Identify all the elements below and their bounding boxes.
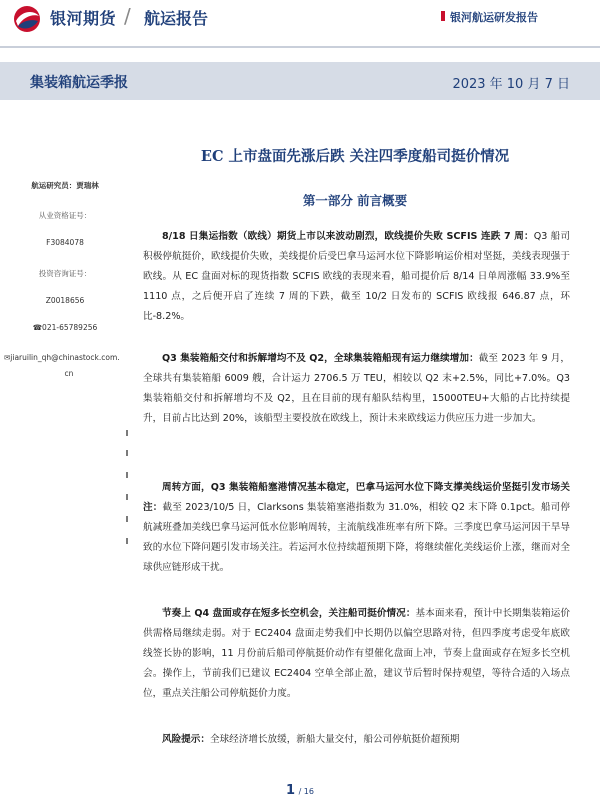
page-number	[0, 783, 600, 798]
tick-mark	[126, 538, 128, 544]
report-title: EC 上市盘面先涨后跌 关注四季度船司挺价情况	[200, 148, 510, 165]
email-address[interactable]	[4, 350, 148, 382]
dept-marker	[441, 11, 445, 21]
total-pages: / 16	[298, 787, 314, 796]
header-divider	[0, 46, 600, 48]
paragraph-body: 截至 2023 年 9 月，全球共有集装箱船 6009 艘，合计运力 2706.5 万 TEU，相较以 Q2 末+2.5%，同比+7.0%。Q3 集装箱船交付和拆解增均不及 Q2，且在目前的现有船队结构里，15000TEU+大船的占比持续提升，目前占比达到 20%，该船型主要投放在欧线上，预计未来欧线运力供应压力进一步加大。	[143, 353, 571, 424]
paragraph-lead: Q3 集装箱船交付和拆解增均不及 Q2，全球集装箱船现有运力继续增加：	[162, 353, 479, 364]
paragraph-body: 截至 2023/10/5 日，Clarksons 集装箱塞港指数为 31.0%，相较 Q2 末下降 0.1pct。船司停航减班叠加美线巴拿马运河低水位影响周转，主流航线准班率有所下降。三季度巴拿马运河因干旱导致的水位下降问题引发市场关注。若运河水位持续超预期下降，将继续催化美线运价上涨，继而对全球供应链形成干扰。	[143, 502, 570, 573]
paragraph-lead: 8/18 日集运指数（欧线）期货上市以来波动剧烈，欧线提价失败 SCFIS 连跌 7 周：	[162, 231, 534, 242]
summary-paragraph	[143, 349, 570, 429]
summary-paragraph	[143, 478, 570, 578]
report-date: 2023 年 10 月 7 日	[452, 77, 570, 92]
paragraph-lead: 节奏上 Q4 盘面或存在短多长空机会，关注船司挺价情况：	[162, 608, 416, 619]
cert-number: F3084078	[46, 238, 84, 247]
tick-mark	[126, 516, 128, 522]
consult-label: 投资咨询证号：	[38, 269, 92, 278]
tick-mark	[126, 494, 128, 500]
brand-name: 银河期货	[50, 9, 117, 28]
cert-label: 从业资格证号：	[38, 211, 92, 220]
phone-number: ☎021-65789256	[32, 323, 98, 332]
report-series-title: 集装箱航运季报	[30, 75, 128, 91]
tick-mark	[126, 472, 128, 478]
paragraph-lead: 周转方面，Q3 集装箱船塞港情况基本稳定，巴拿马运河水位下降支撑美线运价坚挺引发市场关注：	[143, 482, 570, 513]
department-label: 银河航运研发报告	[450, 11, 538, 24]
report-banner	[0, 62, 600, 100]
galaxy-logo-icon	[12, 4, 42, 34]
tick-mark	[126, 450, 128, 456]
analyst-name: 航运研究员：贾瑞林	[31, 181, 99, 190]
summary-paragraph	[143, 227, 570, 327]
risk-warning	[143, 730, 570, 750]
paragraph-lead: 风险提示：	[162, 734, 210, 745]
consult-number: Z0018656	[45, 296, 85, 305]
brand-separator: /	[124, 4, 131, 28]
tick-mark	[126, 430, 128, 436]
paragraph-body: 基本面来看，预计中长期集装箱运价供需格局继续走弱。对于 EC2404 盘面走势我们中长期仍以偏空思路对待，但四季度考虑受年底欧线签长协的影响，11 月份前后船司停航挺价动作有望催化盘面上冲，节奏上盘面或存在短多长空机会。操作上，节前我们已建议 EC2404 空单全部止盈，建议节后暂时保持观望，等待合适的入场点位，重点关注船公司停航挺价力度。	[143, 608, 571, 699]
page-header	[0, 0, 600, 48]
summary-paragraph	[143, 604, 570, 704]
email-line-1[interactable]: ✉jiaruilin_qh@chinastock.com.	[4, 353, 120, 362]
email-line-2[interactable]: cn	[64, 369, 74, 378]
current-page: 1	[286, 783, 296, 798]
paragraph-body: Q3 船司积极停航挺价，欧线提价失败，美线提价后受巴拿马运河水位下降影响运价相对坚挺，美线表现强于欧线。从 EC 盘面对标的现货指数 SCFIS 欧线的表现来看，船司提价后 8/14 日单周涨幅 33.9%至 1110 点，之后便开启了连续 7 周的下跌，截至 10/2 日发布的 SCFIS 欧线报 646.87 点，环比-8.2%。	[143, 231, 570, 322]
section-heading: 第一部分 前言概要	[302, 193, 408, 208]
paragraph-body: 全球经济增长放缓，新船大量交付，船公司停航挺价超预期	[209, 734, 460, 745]
report-type: 航运报告	[144, 9, 209, 28]
